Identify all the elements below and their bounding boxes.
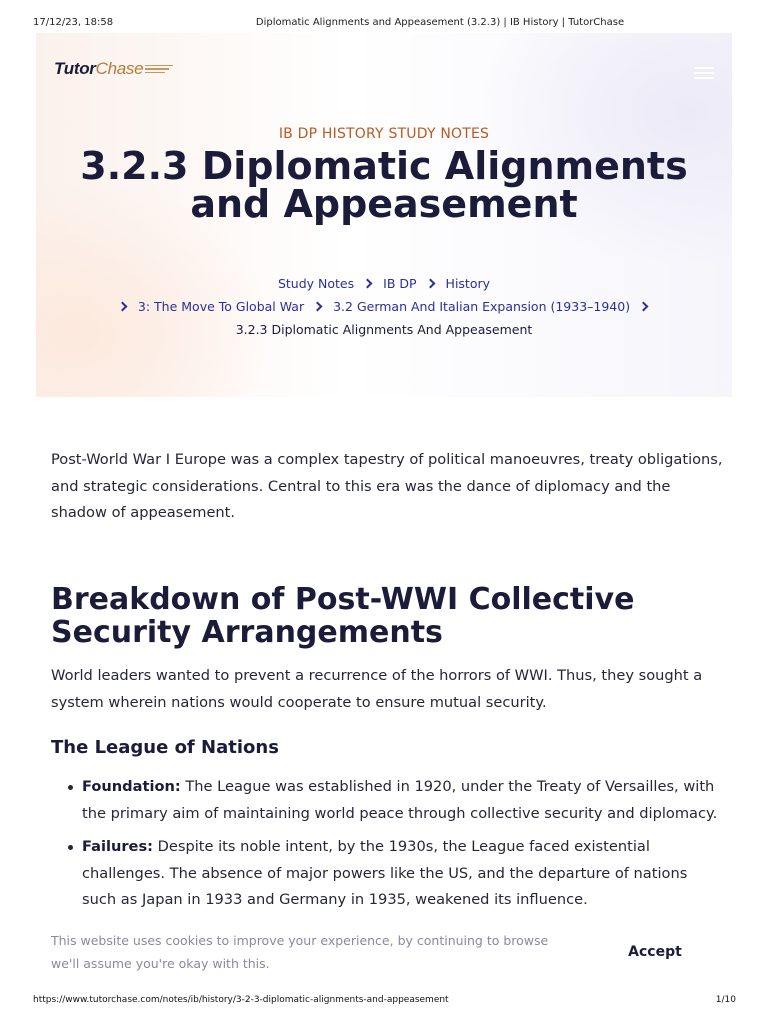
chevron-right-icon	[363, 279, 373, 289]
print-url: https://www.tutorchase.com/notes/ib/history/3-2-3-diplomatic-alignments-and-appeasement	[33, 995, 449, 1005]
print-timestamp: 17/12/23, 18:58	[33, 17, 114, 28]
section-kicker: IB DP HISTORY STUDY NOTES	[278, 126, 490, 142]
hero-banner	[36, 33, 732, 397]
bullet-list	[82, 774, 722, 921]
breadcrumb-study-notes[interactable]: Study Notes	[277, 276, 355, 291]
tutorchase-logo[interactable]	[54, 59, 173, 79]
section-heading: Breakdown of Post-WWI Collective Security Arrangements	[51, 582, 635, 650]
chevron-right-icon	[639, 302, 649, 312]
breadcrumb	[36, 276, 732, 291]
accept-cookies-button[interactable]: Accept	[616, 937, 694, 967]
bullet-term: Failures:	[82, 838, 153, 855]
intro-paragraph: Post-World War I Europe was a complex tapestry of political manoeuvres, treaty obligations, and strategic considerations. Central to this era was the dance of diplomacy and the shadow of appeasement.	[51, 451, 723, 521]
breadcrumb-ib-dp[interactable]: IB DP	[383, 276, 417, 291]
list-item	[82, 774, 722, 827]
breadcrumb-row-3	[36, 322, 732, 337]
print-header	[0, 0, 768, 34]
section-intro-paragraph: World leaders wanted to prevent a recurrence of the horrors of WWI. Thus, they sought a system wherein nations would cooperate to ensure mutual security.	[51, 667, 703, 711]
print-page-number: 1/10	[715, 995, 736, 1005]
logo-speed-lines-icon	[145, 65, 173, 74]
breadcrumb-current-page: 3.2.3 Diplomatic Alignments And Appeasement	[235, 322, 533, 337]
breadcrumb-row-2	[36, 299, 732, 314]
logo-text-tutor: Tutor	[54, 59, 96, 78]
logo-text-chase: Chase	[95, 59, 144, 78]
chevron-right-icon	[425, 279, 435, 289]
hamburger-menu-icon[interactable]	[694, 67, 714, 79]
print-page-title: Diplomatic Alignments and Appeasement (3.2.3) | IB History | TutorChase	[255, 17, 625, 28]
cookie-banner	[0, 920, 768, 986]
bullet-text: The League was established in 1920, under the Treaty of Versailles, with the primary aim of maintaining world peace through collective security and diplomacy.	[82, 778, 718, 822]
chevron-right-icon	[117, 302, 127, 312]
subheading-league-of-nations: The League of Nations	[51, 737, 279, 758]
bullet-text: Despite its noble intent, by the 1930s, the League faced existential challenges. The absence of major powers like the US, and the departure of nations such as Japan in 1933 and Germany in 1935, weakened its influence.	[82, 838, 688, 908]
breadcrumb-move-to-global-war[interactable]: 3: The Move To Global War	[137, 299, 305, 314]
breadcrumb-history[interactable]: History	[445, 276, 491, 291]
page-title: 3.2.3 Diplomatic Alignments and Appeasement	[80, 144, 688, 226]
breadcrumb-german-italian-expansion[interactable]: 3.2 German And Italian Expansion (1933–1940)	[333, 299, 631, 314]
bullet-term: Foundation:	[82, 778, 181, 795]
list-item	[82, 834, 722, 914]
cookie-message: This website uses cookies to improve your experience, by continuing to browse we'll assume you're okay with this.	[51, 933, 549, 971]
chevron-right-icon	[313, 302, 323, 312]
